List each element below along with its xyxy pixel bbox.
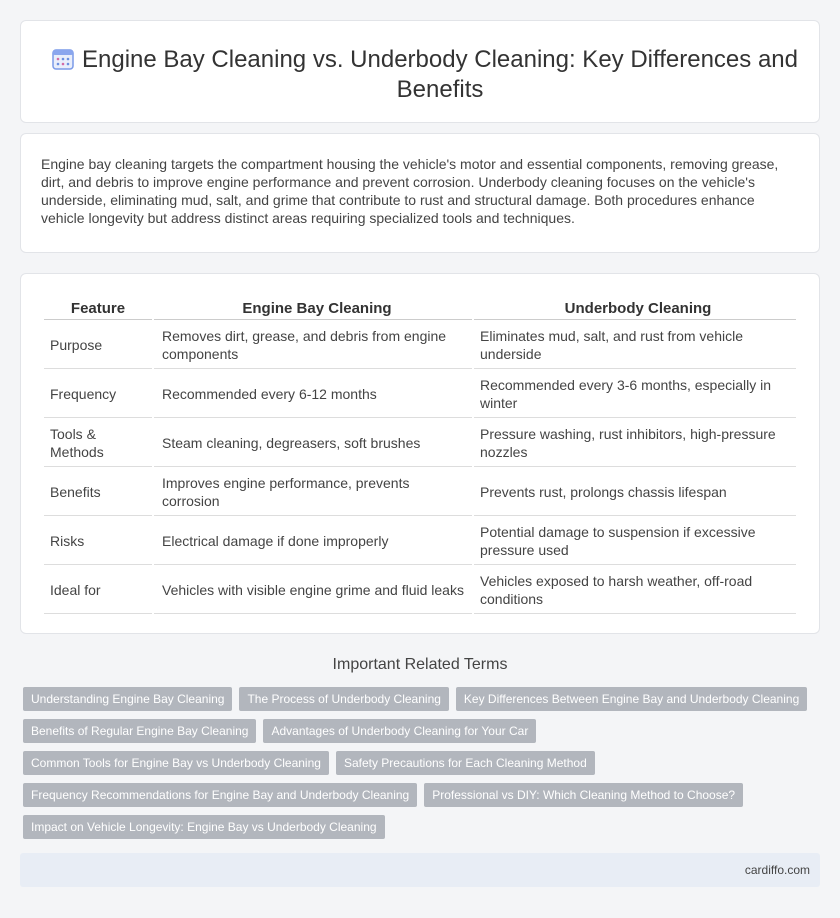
comparison-table-card [20, 273, 820, 634]
related-term-tag[interactable]: Benefits of Regular Engine Bay Cleaning [23, 719, 256, 743]
related-term-tag[interactable]: Common Tools for Engine Bay vs Underbody Cleaning [23, 751, 329, 775]
table-row [44, 420, 796, 467]
table-row [44, 322, 796, 369]
column-header-engine-bay: Engine Bay Cleaning [154, 298, 472, 320]
table-row [44, 518, 796, 565]
engine-bay-cell: Improves engine performance, prevents corrosion [154, 469, 472, 516]
related-term-tag[interactable]: Professional vs DIY: Which Cleaning Method to Choose? [424, 783, 743, 807]
engine-bay-cell: Removes dirt, grease, and debris from engine components [154, 322, 472, 369]
feature-cell: Frequency [44, 371, 152, 418]
related-term-tag[interactable]: Safety Precautions for Each Cleaning Method [336, 751, 595, 775]
feature-cell: Risks [44, 518, 152, 565]
page-title: Engine Bay Cleaning vs. Underbody Cleaning: Key Differences and Benefits [82, 46, 798, 103]
underbody-cell: Vehicles exposed to harsh weather, off-road conditions [474, 567, 796, 614]
related-term-tag[interactable]: Frequency Recommendations for Engine Bay and Underbody Cleaning [23, 783, 417, 807]
footer-bar [20, 853, 820, 887]
engine-bay-cell: Steam cleaning, degreasers, soft brushes [154, 420, 472, 467]
related-term-tag[interactable]: The Process of Underbody Cleaning [239, 687, 448, 711]
underbody-cell: Eliminates mud, salt, and rust from vehicle underside [474, 322, 796, 369]
underbody-cell: Prevents rust, prolongs chassis lifespan [474, 469, 796, 516]
feature-cell: Benefits [44, 469, 152, 516]
related-terms-list [23, 687, 803, 847]
feature-cell: Tools & Methods [44, 420, 152, 467]
feature-cell: Purpose [44, 322, 152, 369]
related-terms-heading: Important Related Terms [332, 656, 508, 673]
column-header-underbody: Underbody Cleaning [474, 298, 796, 320]
comparison-table [42, 296, 798, 616]
intro-card [20, 133, 820, 253]
table-header-row [44, 298, 796, 320]
related-term-tag[interactable]: Key Differences Between Engine Bay and Underbody Cleaning [456, 687, 807, 711]
intro-paragraph: Engine bay cleaning targets the compartment housing the vehicle's motor and essential components, removing grease, dirt, and debris to improve engine performance and prevent corrosion. Underbody cleaning focuses on the vehicle's underside, eliminating mud, salt, and grime that contribute to rust and structural damage. Both procedures enhance vehicle longevity but address distinct areas requiring specialized tools and techniques. [41, 156, 779, 226]
engine-bay-cell: Recommended every 6-12 months [154, 371, 472, 418]
table-row [44, 371, 796, 418]
engine-bay-cell: Electrical damage if done improperly [154, 518, 472, 565]
related-term-tag[interactable]: Advantages of Underbody Cleaning for Your Car [263, 719, 536, 743]
feature-cell: Ideal for [44, 567, 152, 614]
footer-site-link[interactable]: cardiffo.com [744, 863, 810, 877]
engine-bay-cell: Vehicles with visible engine grime and fluid leaks [154, 567, 472, 614]
table-row [44, 567, 796, 614]
title-card [20, 20, 820, 123]
table-row [44, 469, 796, 516]
column-header-feature: Feature [44, 298, 152, 320]
related-term-tag[interactable]: Impact on Vehicle Longevity: Engine Bay vs Underbody Cleaning [23, 815, 385, 839]
underbody-cell: Recommended every 3-6 months, especially in winter [474, 371, 796, 418]
related-term-tag[interactable]: Understanding Engine Bay Cleaning [23, 687, 232, 711]
underbody-cell: Potential damage to suspension if excessive pressure used [474, 518, 796, 565]
underbody-cell: Pressure washing, rust inhibitors, high-pressure nozzles [474, 420, 796, 467]
